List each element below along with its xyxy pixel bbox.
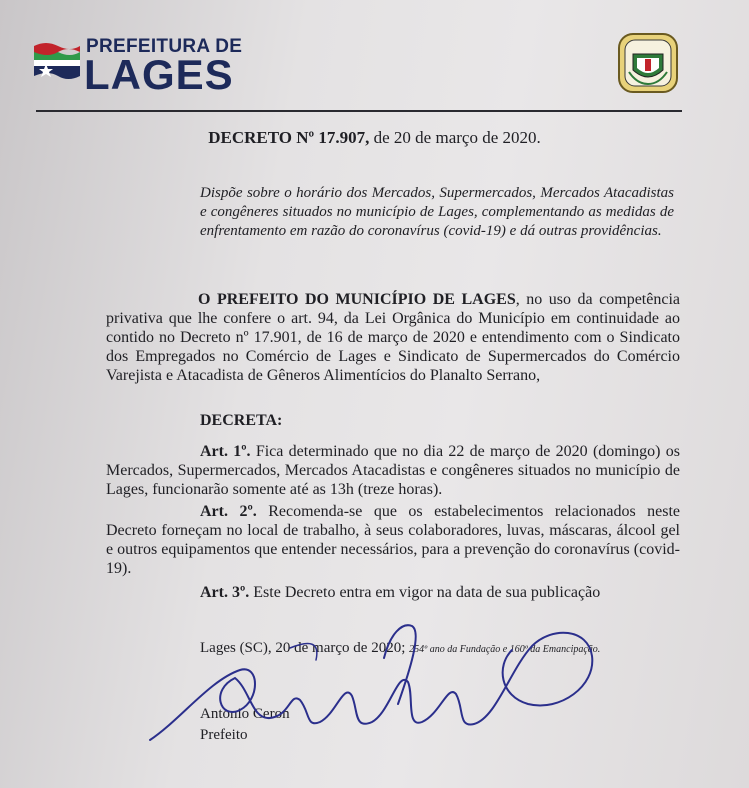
- article-label: Art. 2º.: [200, 503, 257, 520]
- preamble: [106, 290, 680, 385]
- article-label: Art. 1º.: [200, 443, 251, 460]
- prefeitura-logo: [32, 36, 252, 100]
- article-text: Fica determinado que no dia 22 de março de 2020 (domingo) os Mercados, Supermercados, Mercados Atacadistas e congêneres situados no município de Lages, funcionarão somente até as 13h (treze horas).: [106, 443, 680, 498]
- place-date-text: Lages (SC), 20 de março de 2020;: [200, 640, 410, 656]
- decreta-heading: DECRETA:: [200, 412, 283, 429]
- decree-number: DECRETO Nº 17.907,: [208, 128, 370, 147]
- decree-title: [0, 128, 749, 148]
- preamble-bold: O PREFEITO DO MUNICÍPIO DE LAGES: [198, 291, 516, 308]
- flag-icon: [32, 42, 82, 88]
- article-text: Este Decreto entra em vigor na data de sua publicação: [249, 584, 601, 601]
- logo-top-text: PREFEITURA DE: [86, 36, 243, 57]
- signer-role: Prefeito: [200, 727, 248, 743]
- logo-main-text: LAGES: [84, 51, 234, 98]
- header-rule: [36, 110, 682, 112]
- anniversary-text: 254º ano da Fundação e 160º da Emancipação.: [409, 644, 601, 655]
- article-text: Recomenda-se que os estabelecimentos relacionados neste Decreto forneçam no local de trabalho, à seus colaboradores, luvas, máscaras, álcool gel e outros equipamentos que entender necessários, para a prevenção do coronavírus (covid-19).: [106, 503, 681, 577]
- article-label: Art. 3º.: [200, 584, 250, 601]
- place-date: [200, 640, 600, 657]
- article-3: [106, 583, 680, 602]
- ementa: Dispõe sobre o horário dos Mercados, Supermercados, Mercados Atacadistas e congêneres situados no município de Lages, complementando as medidas de enfrentamento em razão do coronavírus (covid-19) e dá outras providências.: [200, 185, 674, 239]
- article-2: [106, 502, 680, 578]
- decree-date: de 20 de março de 2020.: [369, 128, 541, 147]
- article-1: [106, 442, 680, 499]
- municipal-seal-icon: [617, 32, 679, 94]
- preamble-text: , no uso da competência privativa que lhe confere o art. 94, da Lei Orgânica do Município em continuidade ao contido no Decreto nº 17.901, de 16 de março de 2020 e entendimento com o Sindicato dos Empregados no Comércio de Lages e Sindicato de Supermercados do Comércio Varejista e Atacadista de Gêneros Alimentícios do Planalto Serrano,: [106, 291, 681, 384]
- signer-name: Antonio Ceron: [200, 706, 290, 722]
